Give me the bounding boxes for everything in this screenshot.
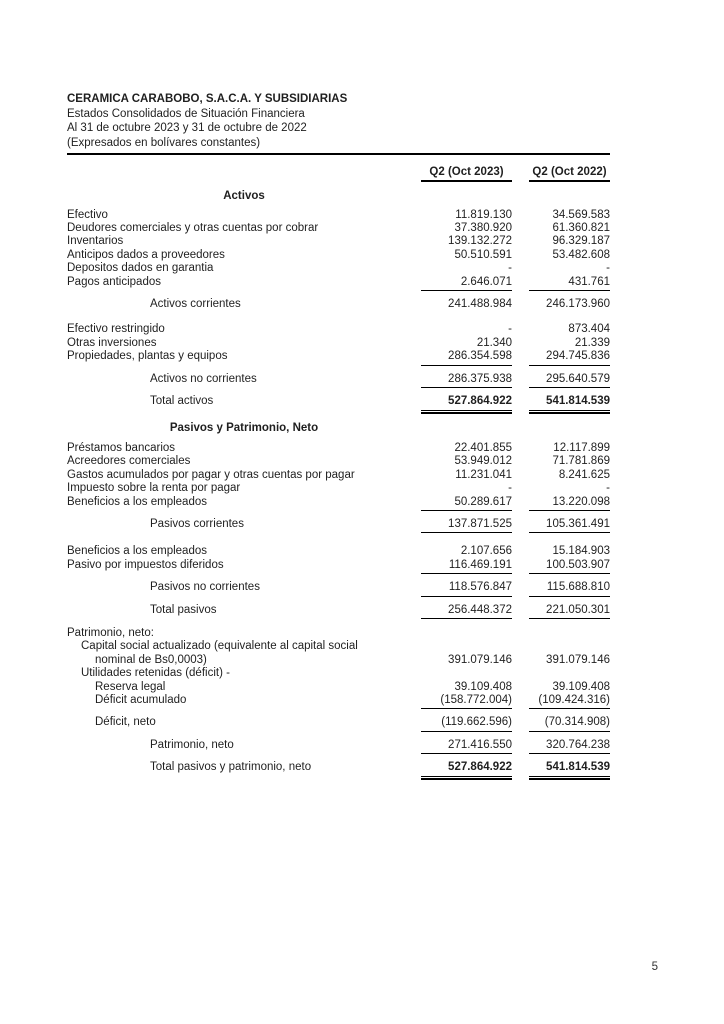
- row-label: nominal de Bs0,0003): [95, 653, 207, 666]
- column-gap: [512, 761, 529, 776]
- value-2023: -: [508, 323, 512, 336]
- row-label: Impuesto sobre la renta por pagar: [67, 482, 241, 495]
- value-2022: 541.814.539: [529, 395, 610, 410]
- column-gap: [512, 482, 529, 495]
- value-2023: -: [508, 262, 512, 275]
- row-label: Gastos acumulados por pagar y otras cuentas por pagar: [67, 468, 355, 481]
- value-2022: 100.503.907: [529, 559, 610, 574]
- value-2022: (109.424.316): [529, 694, 610, 709]
- row-patrimonio-header: [67, 627, 610, 640]
- row-beneficios-corrientes: [67, 496, 610, 511]
- column-gap: [512, 249, 529, 262]
- subtotal-activos-no-corrientes: [67, 373, 610, 388]
- row-label: Inventarios: [67, 235, 124, 248]
- column-gap: [512, 166, 529, 182]
- value-2023: 116.469.191: [421, 559, 512, 574]
- row-label: Pasivo por impuestos diferidos: [67, 558, 224, 571]
- row-depositos: [67, 262, 610, 275]
- column-gap: [512, 262, 529, 275]
- column-gap: [512, 276, 529, 291]
- statement-header: [67, 92, 610, 155]
- column-gap: [512, 716, 529, 731]
- value-2022: 71.781.869: [552, 455, 610, 468]
- value-2022: -: [606, 262, 610, 275]
- row-deficit-acumulado: [67, 694, 610, 709]
- empty-cell: [529, 640, 610, 653]
- value-2023: 527.864.922: [421, 761, 512, 776]
- row-impuesto-renta: [67, 482, 610, 495]
- value-2023: 286.375.938: [421, 373, 512, 388]
- value-2023: 139.132.272: [448, 235, 512, 248]
- value-2023: (158.772.004): [421, 694, 512, 709]
- row-reserva-legal: [67, 681, 610, 694]
- row-propiedades: [67, 350, 610, 365]
- column-header-2022: Q2 (Oct 2022): [529, 166, 610, 182]
- row-label: Patrimonio, neto: [150, 738, 234, 751]
- value-2022: 295.640.579: [529, 373, 610, 388]
- value-2022: 221.050.301: [529, 604, 610, 619]
- column-gap: [512, 559, 529, 574]
- row-label: Activos corrientes: [150, 298, 241, 311]
- row-label: Beneficios a los empleados: [67, 495, 207, 508]
- column-gap: [512, 627, 529, 640]
- value-2023: 527.864.922: [421, 395, 512, 410]
- row-label: Pagos anticipados: [67, 275, 161, 288]
- row-label: Otras inversiones: [67, 336, 157, 349]
- column-gap: [512, 545, 529, 558]
- column-gap: [512, 395, 529, 410]
- value-2022: -: [606, 482, 610, 495]
- section-activos: [67, 190, 610, 203]
- row-label: Utilidades retenidas (déficit) -: [81, 667, 230, 680]
- column-gap: [512, 337, 529, 350]
- row-label: Capital social actualizado (equivalente al capital social: [81, 640, 358, 653]
- subtotal-pasivos-corrientes: [67, 518, 610, 533]
- column-headers: [67, 166, 610, 182]
- column-gap: [512, 640, 529, 653]
- row-label: Pasivos no corrientes: [150, 581, 260, 594]
- column-gap: [512, 667, 529, 680]
- row-gastos-acumulados: [67, 469, 610, 482]
- value-2022: 53.482.608: [552, 248, 610, 261]
- empty-cell: [421, 422, 512, 435]
- row-label: Activos no corrientes: [150, 372, 257, 385]
- row-label: Efectivo: [67, 208, 108, 221]
- column-gap: [512, 604, 529, 619]
- column-gap: [512, 581, 529, 596]
- row-label: Depositos dados en garantia: [67, 262, 214, 275]
- column-gap: [512, 235, 529, 248]
- empty-cell: [421, 640, 512, 653]
- value-2023: 286.354.598: [421, 350, 512, 365]
- period-line: Al 31 de octubre 2023 y 31 de octubre de 2022: [67, 122, 307, 135]
- value-2023: 53.949.012: [454, 455, 512, 468]
- value-2023: 50.289.617: [421, 496, 512, 511]
- row-inventarios: [67, 235, 610, 248]
- row-label: Deudores comerciales y otras cuentas por cobrar: [67, 222, 319, 235]
- column-gap: [512, 350, 529, 365]
- row-label: Reserva legal: [95, 680, 166, 693]
- value-2022: 294.745.836: [529, 350, 610, 365]
- value-2023: 11.231.041: [455, 468, 512, 481]
- empty-cell: [529, 422, 610, 435]
- value-2022: (70.314.908): [529, 716, 610, 731]
- subtotal-total-pasivos: [67, 604, 610, 619]
- value-2023: 137.871.525: [421, 518, 512, 533]
- page-number: 5: [651, 961, 658, 973]
- section-title: Pasivos y Patrimonio, Neto: [169, 421, 319, 434]
- section-pasivos-patrimonio: [67, 422, 610, 435]
- value-2022: 13.220.098: [529, 496, 610, 511]
- value-2022: 15.184.903: [552, 545, 610, 558]
- subtotal-patrimonio-neto: [67, 739, 610, 754]
- row-label: Total activos: [150, 395, 214, 408]
- row-acreedores: [67, 455, 610, 468]
- empty-cell: [529, 190, 610, 203]
- row-label: Anticipos dados a proveedores: [67, 248, 225, 261]
- row-label: Efectivo restringido: [67, 323, 165, 336]
- currency-note: (Expresados en bolívares constantes): [67, 136, 610, 155]
- value-2023: 22.401.855: [454, 441, 512, 454]
- column-gap: [512, 681, 529, 694]
- value-2023: 2.646.071: [421, 276, 512, 291]
- row-prestamos: [67, 442, 610, 455]
- row-label: Patrimonio, neto:: [67, 626, 154, 639]
- row-label: Beneficios a los empleados: [67, 545, 207, 558]
- value-2023: 271.416.550: [421, 739, 512, 754]
- row-otras-inversiones: [67, 337, 610, 350]
- row-label: Pasivos corrientes: [150, 517, 244, 530]
- column-gap: [512, 442, 529, 455]
- total-activos: [67, 395, 610, 410]
- value-2022: 12.117.899: [553, 441, 610, 454]
- column-gap: [512, 373, 529, 388]
- row-beneficios-no-corrientes: [67, 545, 610, 558]
- value-2022: 21.339: [574, 336, 610, 349]
- value-2023: 391.079.146: [448, 653, 512, 666]
- column-gap: [512, 190, 529, 203]
- empty-cell: [421, 627, 512, 640]
- column-header-2023: Q2 (Oct 2023): [421, 166, 512, 182]
- value-2022: 391.079.146: [546, 653, 610, 666]
- column-gap: [512, 518, 529, 533]
- value-2023: 39.109.408: [454, 680, 512, 693]
- value-2023: 50.510.591: [454, 248, 512, 261]
- row-efectivo-restringido: [67, 323, 610, 336]
- value-2022: 105.361.491: [529, 518, 610, 533]
- column-gap: [512, 654, 529, 667]
- row-capital-social-line2: [67, 654, 610, 667]
- value-2023: 11.819.130: [455, 208, 512, 221]
- column-gap: [512, 422, 529, 435]
- row-label: Total pasivos: [150, 603, 217, 616]
- value-2023: (119.662.596): [421, 716, 512, 731]
- value-2022: 873.404: [568, 323, 610, 336]
- value-2023: 2.107.656: [460, 545, 512, 558]
- row-pasivo-impuestos-diferidos: [67, 559, 610, 574]
- subtotal-pasivos-no-corrientes: [67, 581, 610, 596]
- row-label: Acreedores comerciales: [67, 455, 191, 468]
- statement-content: [67, 92, 610, 782]
- row-label: Préstamos bancarios: [67, 441, 176, 454]
- empty-cell: [421, 190, 512, 203]
- empty-cell: [529, 627, 610, 640]
- value-2022: 34.569.583: [552, 208, 610, 221]
- value-2022: 61.360.821: [552, 222, 610, 235]
- subtotal-activos-corrientes: [67, 298, 610, 311]
- statement-title: Estados Consolidados de Situación Financiera: [67, 107, 305, 120]
- value-2023: 256.448.372: [421, 604, 512, 619]
- value-2022: 39.109.408: [552, 680, 610, 693]
- section-title: Activos: [223, 190, 265, 203]
- column-gap: [512, 496, 529, 511]
- value-2022: 320.764.238: [529, 739, 610, 754]
- column-gap: [512, 222, 529, 235]
- value-2023: -: [508, 482, 512, 495]
- value-2022: 541.814.539: [529, 761, 610, 776]
- value-2022: 115.688.810: [529, 581, 610, 596]
- empty-cell: [421, 667, 512, 680]
- row-label: Propiedades, plantas y equipos: [67, 350, 228, 363]
- row-deudores: [67, 222, 610, 235]
- value-2023: 241.488.984: [448, 298, 512, 311]
- row-deficit-neto: [67, 716, 610, 731]
- row-utilidades-retenidas: [67, 667, 610, 680]
- column-gap: [512, 455, 529, 468]
- value-2022: 431.761: [529, 276, 610, 291]
- column-gap: [512, 298, 529, 311]
- row-efectivo: [67, 209, 610, 222]
- column-gap: [512, 469, 529, 482]
- value-2022: 8.241.625: [558, 468, 610, 481]
- row-anticipos: [67, 249, 610, 262]
- total-pasivos-patrimonio: [67, 761, 610, 776]
- empty-cell: [529, 667, 610, 680]
- row-pagos-anticipados: [67, 276, 610, 291]
- column-gap: [512, 694, 529, 709]
- value-2022: 96.329.187: [552, 235, 610, 248]
- column-gap: [512, 209, 529, 222]
- row-label: Déficit, neto: [95, 716, 156, 729]
- company-name: CERAMICA CARABOBO, S.A.C.A. Y SUBSIDIARIAS: [67, 93, 348, 105]
- column-header-spacer: [67, 166, 421, 182]
- row-capital-social-line1: [67, 640, 610, 653]
- value-2023: 37.380.920: [454, 222, 512, 235]
- column-gap: [512, 739, 529, 754]
- row-label: Déficit acumulado: [95, 694, 187, 706]
- value-2023: 118.576.847: [421, 581, 512, 596]
- value-2023: 21.340: [476, 336, 512, 349]
- column-gap: [512, 323, 529, 336]
- row-label: Total pasivos y patrimonio, neto: [150, 761, 312, 774]
- value-2022: 246.173.960: [546, 298, 610, 311]
